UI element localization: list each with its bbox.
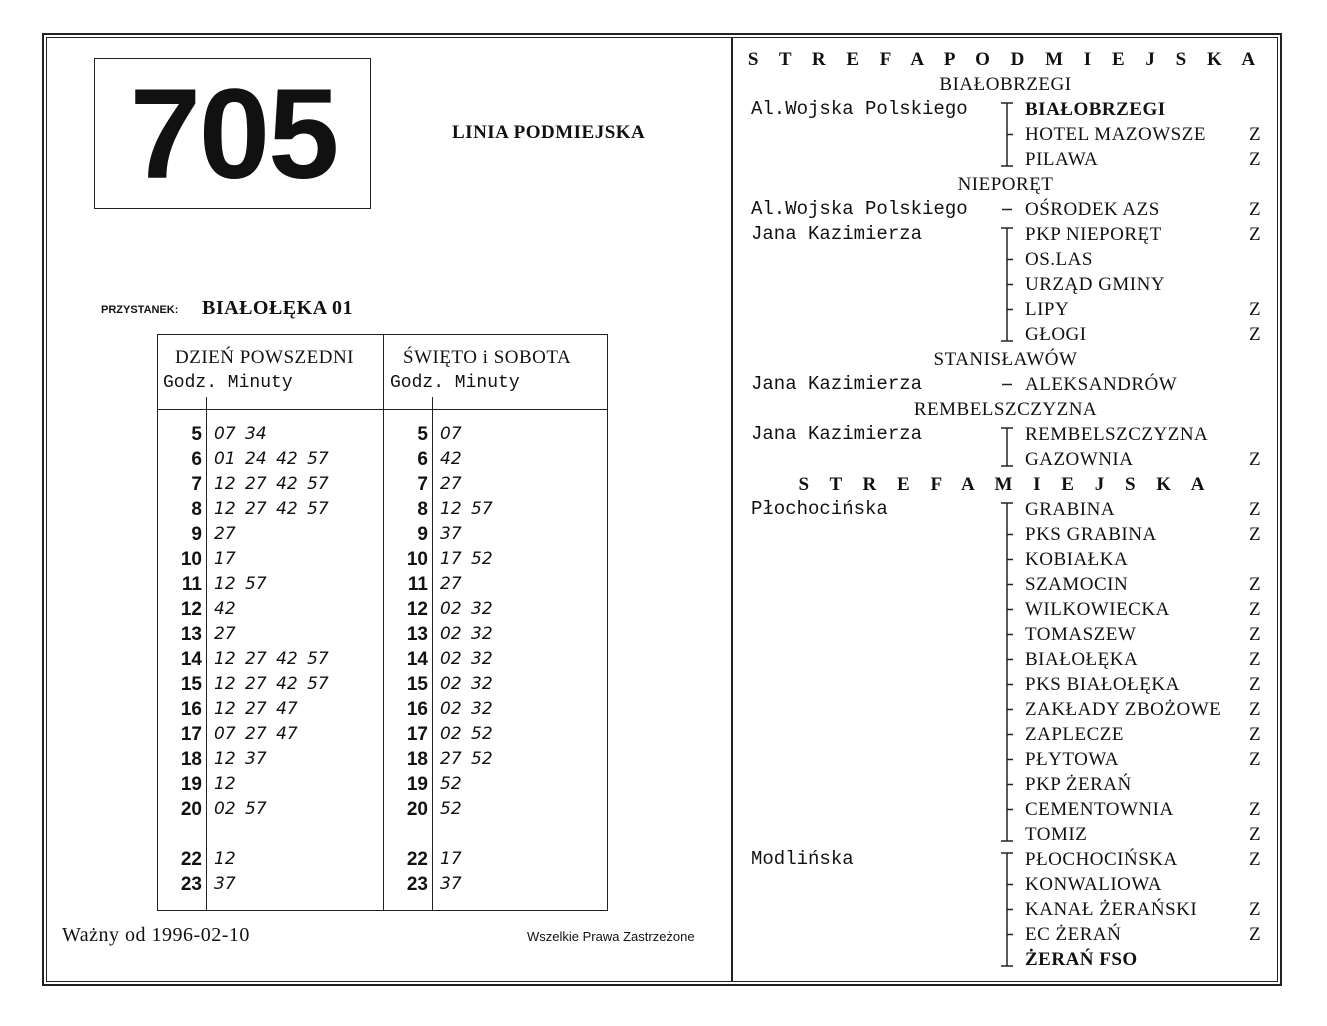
- street-name: Jana Kazimierza: [751, 423, 923, 445]
- minutes-cell: 02 32: [440, 599, 493, 619]
- hour-cell: 15: [180, 674, 202, 695]
- route-connector-icon: [1000, 847, 1014, 872]
- route-connector-icon: [1000, 772, 1014, 797]
- street-name: Jana Kazimierza: [751, 223, 923, 245]
- hour-cell: 16: [180, 699, 202, 720]
- route-stop-name: WILKOWIECKA: [1025, 599, 1170, 620]
- route-connector-icon: [1000, 322, 1014, 347]
- minutes-cell: 02 32: [440, 674, 493, 694]
- route-stop-name: PKS BIAŁOŁĘKA: [1025, 674, 1180, 695]
- weekday-subtitle: Godz. Minuty: [163, 373, 293, 393]
- route-connector-icon: [1000, 547, 1014, 572]
- route-stop-name: PŁYTOWA: [1025, 749, 1119, 770]
- route-stop-name: PILAWA: [1025, 149, 1099, 170]
- route-connector-icon: [1000, 622, 1014, 647]
- minutes-cell: 12 57: [214, 574, 267, 594]
- rights-notice: Wszelkie Prawa Zastrzeżone: [527, 929, 695, 944]
- table-row: [384, 847, 607, 872]
- minutes-cell: 37: [440, 874, 462, 894]
- request-stop-flag: Z: [1249, 224, 1261, 245]
- route-stop-name: CEMENTOWNIA: [1025, 799, 1174, 820]
- table-row: [384, 747, 607, 772]
- stop-name: BIAŁOŁĘKA 01: [202, 297, 354, 319]
- place-heading: STANISŁAWÓW: [933, 349, 1078, 370]
- table-row: [158, 672, 383, 697]
- table-row: [158, 497, 383, 522]
- table-row: [384, 597, 607, 622]
- hour-cell: 10: [180, 549, 202, 570]
- hour-cell: 14: [180, 649, 202, 670]
- hour-cell: 17: [180, 724, 202, 745]
- hour-cell: 6: [417, 449, 428, 470]
- request-stop-flag: Z: [1249, 299, 1261, 320]
- route-connector-icon: [1000, 872, 1014, 897]
- route-stop-name: TOMASZEW: [1025, 624, 1137, 645]
- hour-cell: 8: [191, 499, 202, 520]
- minutes-cell: 37: [440, 524, 462, 544]
- line-number-box: [94, 58, 371, 209]
- route-stop-name: GAZOWNIA: [1025, 449, 1134, 470]
- street-name: Al.Wojska Polskiego: [751, 98, 968, 120]
- route-stop-name: ŻERAŃ FSO: [1025, 949, 1138, 970]
- request-stop-flag: Z: [1249, 899, 1261, 920]
- request-stop-flag: Z: [1249, 699, 1261, 720]
- route-stop-name: BIAŁOŁĘKA: [1025, 649, 1139, 670]
- route-stop-name: KANAŁ ŻERAŃSKI: [1025, 899, 1198, 920]
- route-stop-name: PKS GRABINA: [1025, 524, 1157, 545]
- minutes-cell: 12 57: [440, 499, 493, 519]
- request-stop-flag: Z: [1249, 749, 1261, 770]
- hour-cell: 13: [406, 624, 428, 645]
- minutes-cell: 12 27 42 57: [214, 474, 329, 494]
- hour-cell: 23: [406, 874, 428, 895]
- table-row: [384, 722, 607, 747]
- valid-from: Ważny od 1996-02-10: [62, 924, 250, 946]
- table-row: [158, 697, 383, 722]
- hour-cell: 19: [180, 774, 202, 795]
- street-name: Al.Wojska Polskiego: [751, 198, 968, 220]
- table-row: [384, 797, 607, 822]
- minutes-cell: 27: [440, 574, 462, 594]
- minutes-cell: 52: [440, 774, 462, 794]
- request-stop-flag: Z: [1249, 524, 1261, 545]
- route-stop-name: KONWALIOWA: [1025, 874, 1162, 895]
- table-row: [384, 647, 607, 672]
- route-connector-icon: [1000, 797, 1014, 822]
- minutes-cell: 52: [440, 799, 462, 819]
- minutes-cell: 12: [214, 774, 236, 794]
- request-stop-flag: Z: [1249, 449, 1261, 470]
- table-row: [158, 647, 383, 672]
- route-connector-icon: [1000, 722, 1014, 747]
- place-heading: REMBELSZCZYZNA: [913, 399, 1098, 420]
- street-name: Jana Kazimierza: [751, 373, 923, 395]
- hour-cell: 14: [406, 649, 428, 670]
- hour-cell: 18: [180, 749, 202, 770]
- zone-heading: S T R E F A P O D M I E J S K A: [747, 49, 1264, 70]
- route-stop-name: PKP ŻERAŃ: [1025, 774, 1132, 795]
- route-connector-icon: [1000, 697, 1014, 722]
- hour-cell: 12: [406, 599, 428, 620]
- minutes-cell: 27: [440, 474, 462, 494]
- table-row: [384, 447, 607, 472]
- request-stop-flag: Z: [1249, 849, 1261, 870]
- route-connector-icon: [1000, 572, 1014, 597]
- minutes-cell: 07: [440, 424, 462, 444]
- route-stop-name: SZAMOCIN: [1025, 574, 1129, 595]
- table-row: [384, 672, 607, 697]
- route-connector-icon: [1000, 822, 1014, 847]
- route-connector-icon: [1000, 647, 1014, 672]
- hour-cell: 20: [406, 799, 428, 820]
- minutes-cell: 17 52: [440, 549, 493, 569]
- table-row: [384, 472, 607, 497]
- table-row: [384, 547, 607, 572]
- request-stop-flag: Z: [1249, 599, 1261, 620]
- route-connector-icon: [1000, 272, 1014, 297]
- route-connector-icon: [1000, 422, 1014, 447]
- request-stop-flag: Z: [1249, 724, 1261, 745]
- table-row: [158, 797, 383, 822]
- request-stop-flag: Z: [1249, 674, 1261, 695]
- street-name: Płochocińska: [751, 498, 888, 520]
- zone-heading: S T R E F A M I E J S K A: [798, 474, 1213, 495]
- request-stop-flag: Z: [1249, 799, 1261, 820]
- route-connector-icon: [1000, 522, 1014, 547]
- request-stop-flag: Z: [1249, 149, 1261, 170]
- table-row: [384, 497, 607, 522]
- table-row: [384, 697, 607, 722]
- hour-cell: 11: [407, 574, 428, 595]
- route-connector-icon: [1000, 147, 1014, 172]
- minutes-cell: 02 52: [440, 724, 493, 744]
- table-row: [384, 422, 607, 447]
- minutes-cell: 12 27 42 57: [214, 499, 329, 519]
- route-stop-name: LIPY: [1025, 299, 1070, 320]
- route-stop-name: URZĄD GMINY: [1025, 274, 1166, 295]
- hour-cell: 9: [191, 524, 202, 545]
- hour-cell: 20: [180, 799, 202, 820]
- hour-cell: 5: [417, 424, 428, 445]
- minutes-cell: 42: [214, 599, 236, 619]
- request-stop-flag: Z: [1249, 324, 1261, 345]
- stop-label: PRZYSTANEK:: [101, 304, 179, 316]
- table-row: [158, 472, 383, 497]
- route-connector-icon: [1000, 897, 1014, 922]
- route-stop-name: PŁOCHOCIŃSKA: [1025, 849, 1178, 870]
- route-stop-name: PKP NIEPORĘT: [1025, 224, 1162, 245]
- hour-cell: 12: [180, 599, 202, 620]
- hour-cell: 19: [406, 774, 428, 795]
- minutes-cell: 07 34: [214, 424, 267, 444]
- request-stop-flag: Z: [1249, 574, 1261, 595]
- line-number: 705: [129, 63, 338, 206]
- minutes-cell: 02 32: [440, 699, 493, 719]
- route-stop-name: EC ŻERAŃ: [1025, 924, 1122, 945]
- route-connector-icon: [1000, 222, 1014, 247]
- hour-cell: 5: [191, 424, 202, 445]
- hour-cell: 9: [417, 524, 428, 545]
- route-stop-name: ZAKŁADY ZBOŻOWE: [1025, 699, 1222, 720]
- table-row: [384, 572, 607, 597]
- table-row: [384, 522, 607, 547]
- route-stop-name: OŚRODEK AZS: [1025, 199, 1160, 220]
- minutes-cell: 12 27 42 57: [214, 674, 329, 694]
- table-row: [384, 622, 607, 647]
- route-stop-name: BIAŁOBRZEGI: [1025, 99, 1166, 120]
- route-connector-icon: [1000, 597, 1014, 622]
- hour-cell: 11: [181, 574, 202, 595]
- table-row: [158, 547, 383, 572]
- route-connector-icon: [1000, 947, 1014, 972]
- table-row: [158, 597, 383, 622]
- hour-cell: 7: [417, 474, 428, 495]
- route-stop-name: HOTEL MAZOWSZE: [1025, 124, 1206, 145]
- hour-cell: 17: [406, 724, 428, 745]
- weekday-title: DZIEŃ POWSZEDNI: [175, 347, 355, 368]
- table-row: [158, 622, 383, 647]
- route-connector-icon: [1000, 247, 1014, 272]
- route-connector-icon: [1000, 447, 1014, 472]
- table-row: [158, 447, 383, 472]
- hour-cell: 23: [180, 874, 202, 895]
- holiday-subtitle: Godz. Minuty: [390, 373, 520, 393]
- minutes-cell: 17: [214, 549, 236, 569]
- minutes-cell: 37: [214, 874, 236, 894]
- route-connector-icon: [1000, 297, 1014, 322]
- table-row: [158, 747, 383, 772]
- table-row: [158, 572, 383, 597]
- minutes-cell: 02 57: [214, 799, 267, 819]
- request-stop-flag: Z: [1249, 824, 1261, 845]
- hour-cell: 15: [406, 674, 428, 695]
- table-row: [158, 422, 383, 447]
- minutes-cell: 02 32: [440, 624, 493, 644]
- route-stop-name: OS.LAS: [1025, 249, 1093, 270]
- minutes-cell: 01 24 42 57: [214, 449, 329, 469]
- minutes-cell: 12 27 47: [214, 699, 298, 719]
- table-row: [158, 872, 383, 897]
- route-stop-name: TOMIZ: [1025, 824, 1088, 845]
- route-connector-icon: [1000, 747, 1014, 772]
- request-stop-flag: Z: [1249, 499, 1261, 520]
- hour-cell: 8: [417, 499, 428, 520]
- hour-cell: 13: [180, 624, 202, 645]
- route-connector-icon: [1000, 372, 1014, 397]
- table-row: [384, 772, 607, 797]
- request-stop-flag: Z: [1249, 649, 1261, 670]
- holiday-timetable: [383, 334, 608, 911]
- weekday-header-separator: [158, 409, 383, 410]
- request-stop-flag: Z: [1249, 624, 1261, 645]
- request-stop-flag: Z: [1249, 924, 1261, 945]
- route-connector-icon: [1000, 497, 1014, 522]
- minutes-cell: 42: [440, 449, 462, 469]
- table-row: [158, 822, 383, 847]
- table-row: [384, 822, 607, 847]
- hour-cell: 18: [406, 749, 428, 770]
- table-row: [158, 522, 383, 547]
- weekday-timetable: [157, 334, 384, 911]
- place-heading: BIAŁOBRZEGI: [939, 74, 1072, 95]
- route-connector-icon: [1000, 922, 1014, 947]
- route-stop-name: GRABINA: [1025, 499, 1116, 520]
- route-connector-icon: [1000, 672, 1014, 697]
- route-stop-name: ZAPLECZE: [1025, 724, 1124, 745]
- minutes-cell: 27 52: [440, 749, 493, 769]
- route-connector-icon: [1000, 122, 1014, 147]
- holiday-header-separator: [384, 409, 607, 410]
- minutes-cell: 27: [214, 624, 236, 644]
- route-connector-icon: [1000, 97, 1014, 122]
- minutes-cell: 27: [214, 524, 236, 544]
- line-type-label: LINIA PODMIEJSKA: [452, 122, 646, 143]
- hour-cell: 22: [406, 849, 428, 870]
- route-stop-name: REMBELSZCZYZNA: [1025, 424, 1209, 445]
- place-heading: NIEPORĘT: [957, 174, 1054, 195]
- minutes-cell: 12: [214, 849, 236, 869]
- minutes-cell: 07 27 47: [214, 724, 298, 744]
- minutes-cell: 12 27 42 57: [214, 649, 329, 669]
- street-name: Modlińska: [751, 848, 854, 870]
- hour-cell: 10: [406, 549, 428, 570]
- minutes-cell: 17: [440, 849, 462, 869]
- table-row: [158, 847, 383, 872]
- hour-cell: 16: [406, 699, 428, 720]
- hour-cell: 6: [191, 449, 202, 470]
- route-stop-name: ALEKSANDRÓW: [1025, 374, 1178, 395]
- table-row: [158, 722, 383, 747]
- hour-cell: 7: [191, 474, 202, 495]
- route-stop-name: KOBIAŁKA: [1025, 549, 1129, 570]
- minutes-cell: 12 37: [214, 749, 267, 769]
- table-row: [158, 772, 383, 797]
- hour-cell: 22: [180, 849, 202, 870]
- table-row: [384, 872, 607, 897]
- route-stop-name: GŁOGI: [1025, 324, 1087, 345]
- holiday-title: ŚWIĘTO i SOBOTA: [403, 347, 572, 368]
- request-stop-flag: Z: [1249, 199, 1261, 220]
- request-stop-flag: Z: [1249, 124, 1261, 145]
- route-connector-icon: [1000, 197, 1014, 222]
- minutes-cell: 02 32: [440, 649, 493, 669]
